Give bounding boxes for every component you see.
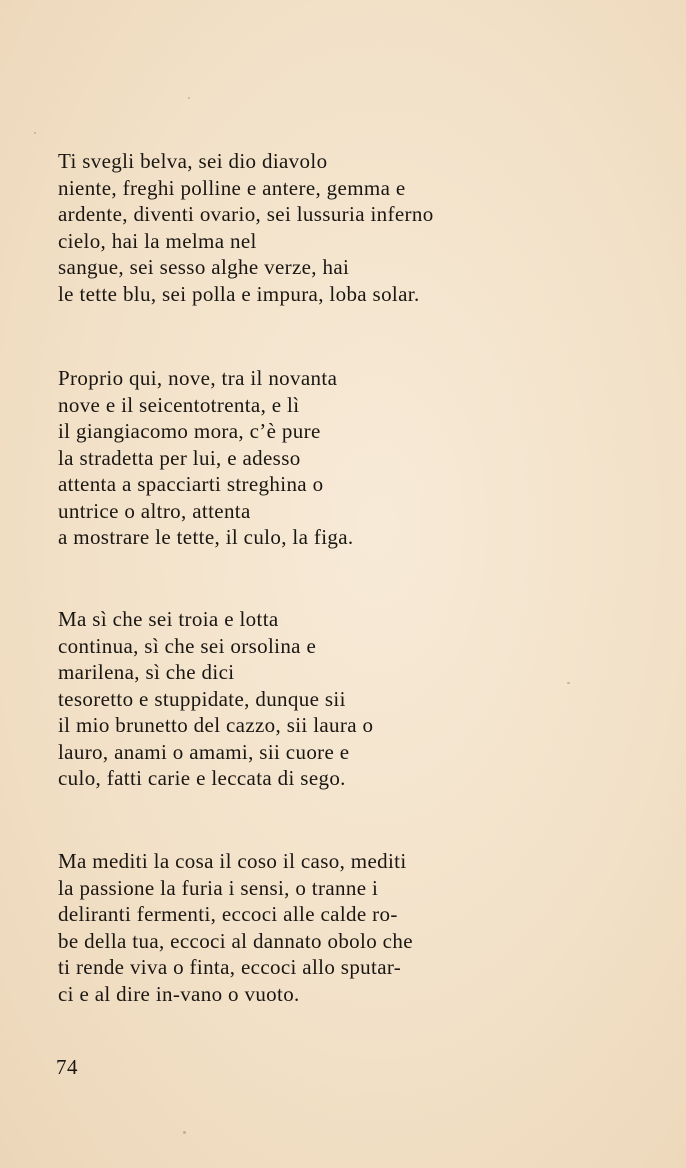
stanza-4 [58, 848, 658, 1007]
poem-line: cielo, hai la melma nel [58, 228, 257, 253]
poem-line: Ma mediti la cosa il coso il caso, mediti [58, 849, 407, 873]
poem-line: Ti svegli belva, sei dio diavolo [58, 149, 328, 173]
poem-line: be della tua, eccoci al dannato obolo che [58, 928, 413, 953]
stanza-3 [58, 606, 658, 792]
page-number: 74 [56, 1055, 78, 1079]
paper-speck [34, 132, 36, 134]
paper-speck [567, 682, 570, 684]
poem-line: sangue, sei sesso alghe verze, hai [58, 255, 350, 279]
poem-line: la passione la furia i sensi, o tranne i [58, 875, 379, 900]
stanza-2 [58, 365, 658, 551]
poem-line: tesoretto e stuppidate, dunque sii [58, 686, 346, 711]
stanza-1 [58, 148, 658, 307]
poem-line: ti rende viva o finta, eccoci allo sputar- [58, 955, 402, 979]
poem-line: attenta a spacciarti streghina o [58, 472, 324, 496]
poem-line: il mio brunetto del cazzo, sii laura o [58, 713, 374, 737]
poem-line: marilena, sì che dici [58, 660, 235, 684]
poem-line: ardente, diventi ovario, sei lussuria inferno [58, 202, 434, 226]
poem-line: le tette blu, sei polla e impura, loba solar. [58, 281, 420, 306]
poem-line: niente, freghi polline e antere, gemma e [58, 175, 406, 200]
poem-line: la stradetta per lui, e adesso [58, 445, 301, 470]
poem-line: nove e il seicentotrenta, e lì [58, 392, 300, 417]
paper-speck [188, 97, 190, 99]
poem-line: untrice o altro, attenta [58, 498, 251, 523]
poem-line: il giangiacomo mora, c’è pure [58, 419, 321, 443]
poem-line: deliranti fermenti, eccoci alle calde ro- [58, 902, 398, 926]
poem-line: a mostrare le tette, il culo, la figa. [58, 525, 354, 549]
poem-line: Ma sì che sei troia e lotta [58, 607, 279, 631]
poem-line: continua, sì che sei orsolina e [58, 633, 317, 658]
paper-speck [183, 1131, 186, 1134]
poem-line: lauro, anami o amami, sii cuore e [58, 739, 350, 764]
poem-line: Proprio qui, nove, tra il novanta [58, 366, 338, 390]
poem-line: ci e al dire in-vano o vuoto. [58, 981, 300, 1006]
poem-line: culo, fatti carie e leccata di sego. [58, 766, 346, 790]
